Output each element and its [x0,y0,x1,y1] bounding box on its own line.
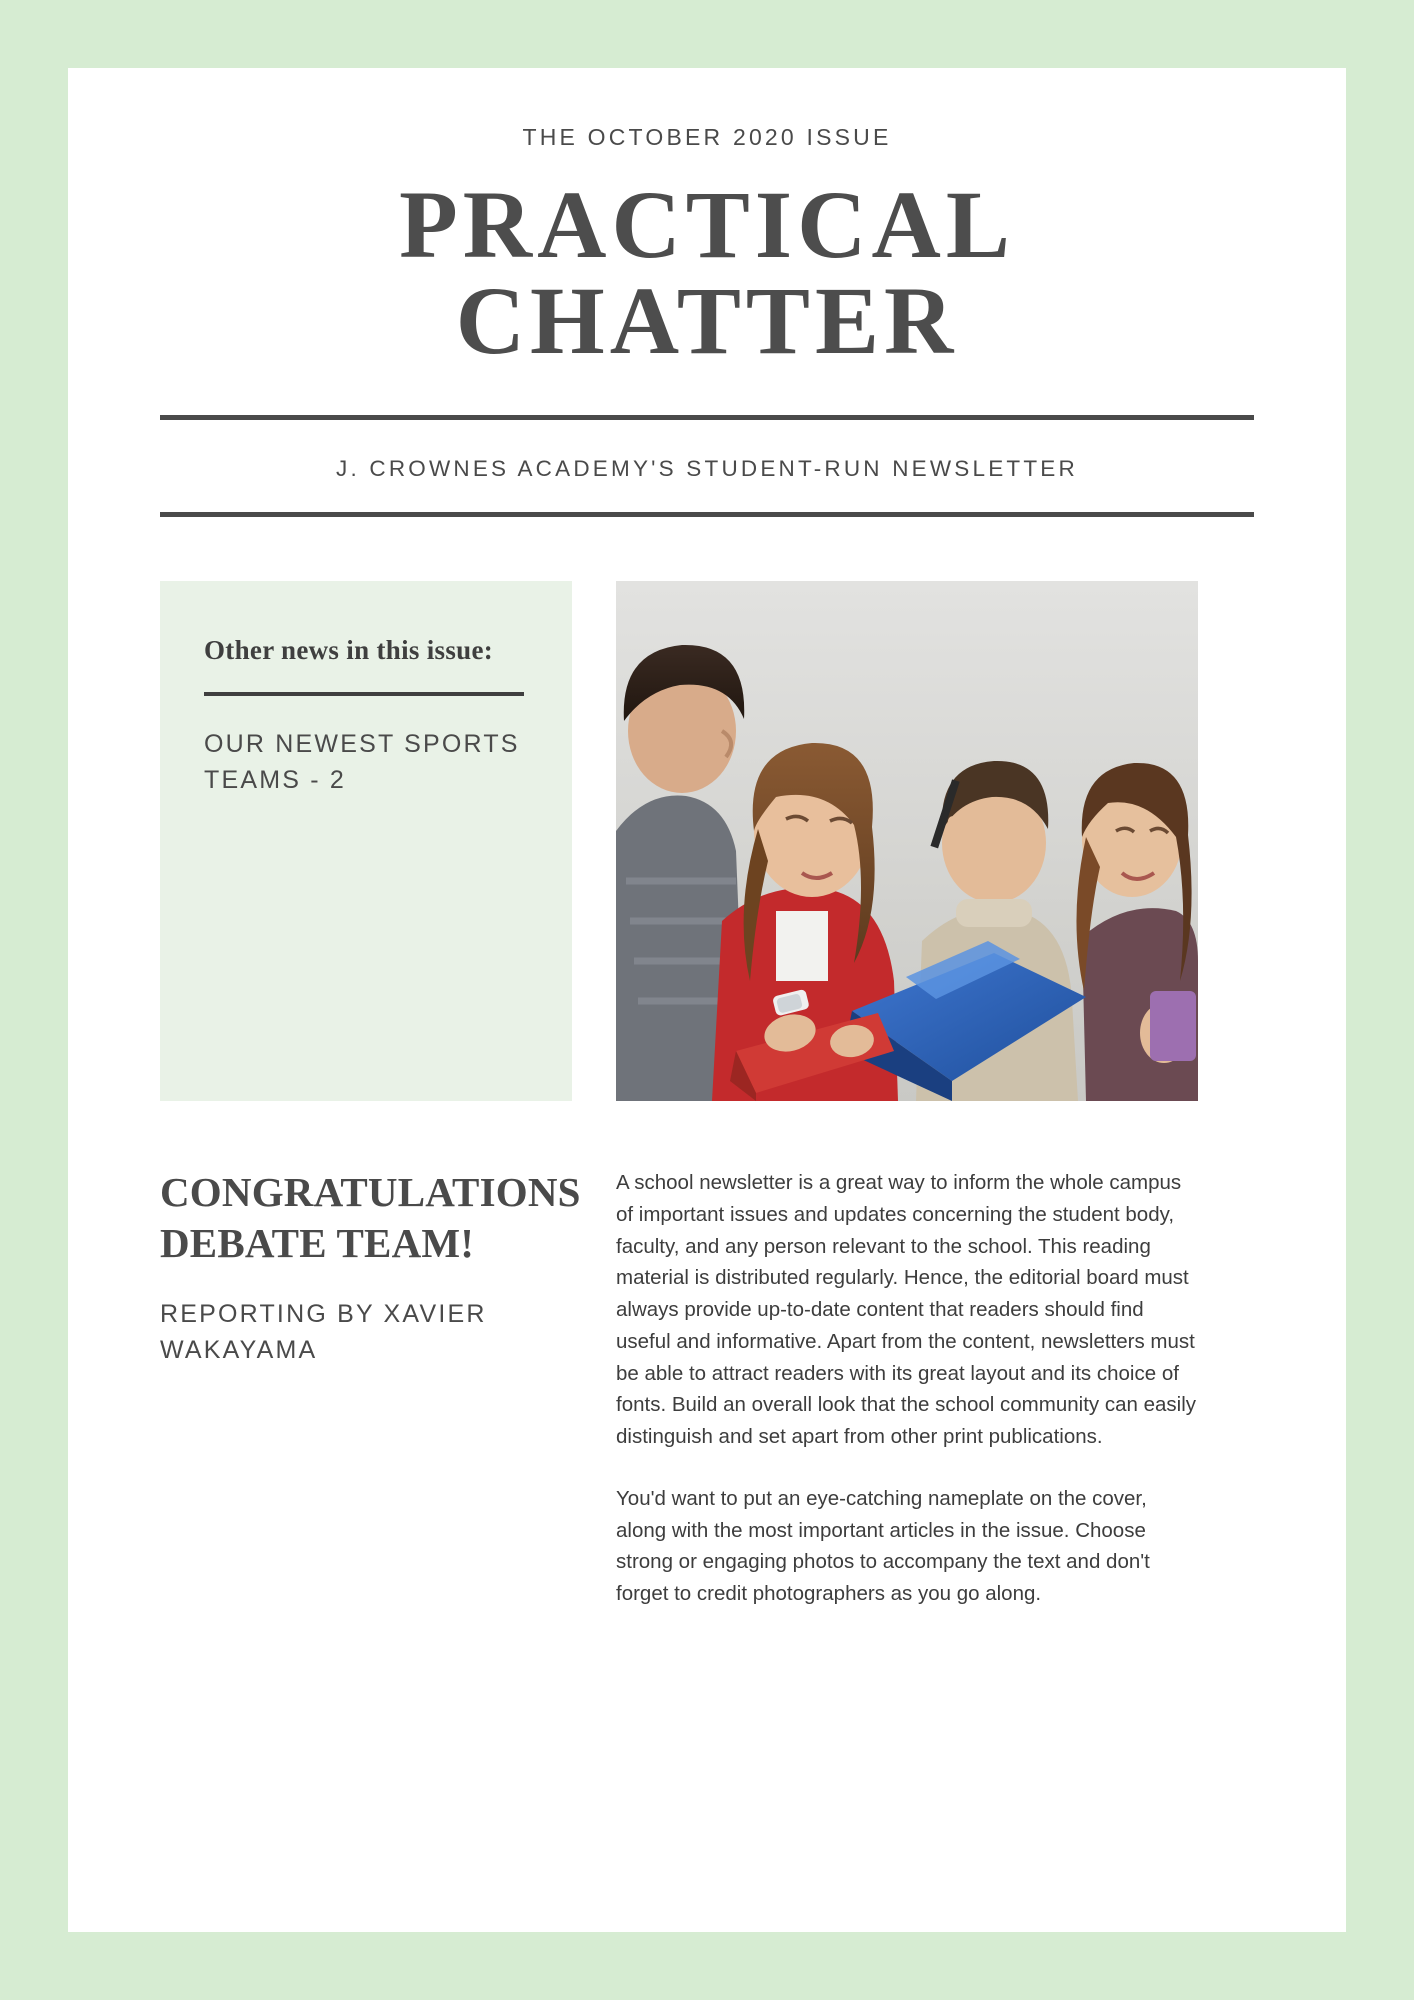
issue-label: THE OCTOBER 2020 ISSUE [522,124,892,150]
list-item[interactable]: OUR NEWEST SPORTS TEAMS - 2 [204,730,520,795]
content-area [160,581,1254,1610]
other-news-list [204,726,528,799]
feature-meta [160,1167,581,1610]
newsletter-page [68,68,1346,1932]
body-paragraph: You'd want to put an eye-catching nameplate on the cover, along with the most important articles in the issue. Choose strong or engaging photos to accompany the text and don't forget to credit photographers as you go along. [616,1486,1150,1606]
feature-photo [616,581,1198,1101]
other-news-panel [160,581,572,1101]
masthead-rules [160,415,1254,517]
top-row [160,581,1254,1101]
title-line-1: PRACTICAL [399,171,1015,278]
page-title [68,171,1346,374]
rule-bottom [160,512,1254,517]
title-line-2: CHATTER [455,267,959,374]
feature-body [616,1167,1198,1610]
other-news-rule [204,692,524,696]
bottom-row [160,1167,1254,1610]
masthead [68,68,1346,517]
masthead-subtitle: J. CROWNES ACADEMY'S STUDENT-RUN NEWSLETTER [336,456,1078,481]
feature-headline: CONGRATULATIONS DEBATE TEAM! [160,1169,581,1267]
other-news-heading: Other news in this issue: [204,635,494,665]
students-group-photo [616,581,1198,1101]
feature-byline: REPORTING BY XAVIER WAKAYAMA [160,1299,487,1364]
body-paragraph: A school newsletter is a great way to inform the whole campus of important issues and updates concerning the student body, faculty, and any person relevant to the school. This reading material is distributed regularly. Hence, the editorial board must always provide up-to-date content that readers should find useful and informative. Apart from the content, newsletters must be able to attract readers with its great layout and its choice of fonts. Build an overall look that the school community can easily distinguish and set apart from other print publications. [616,1171,1196,1449]
